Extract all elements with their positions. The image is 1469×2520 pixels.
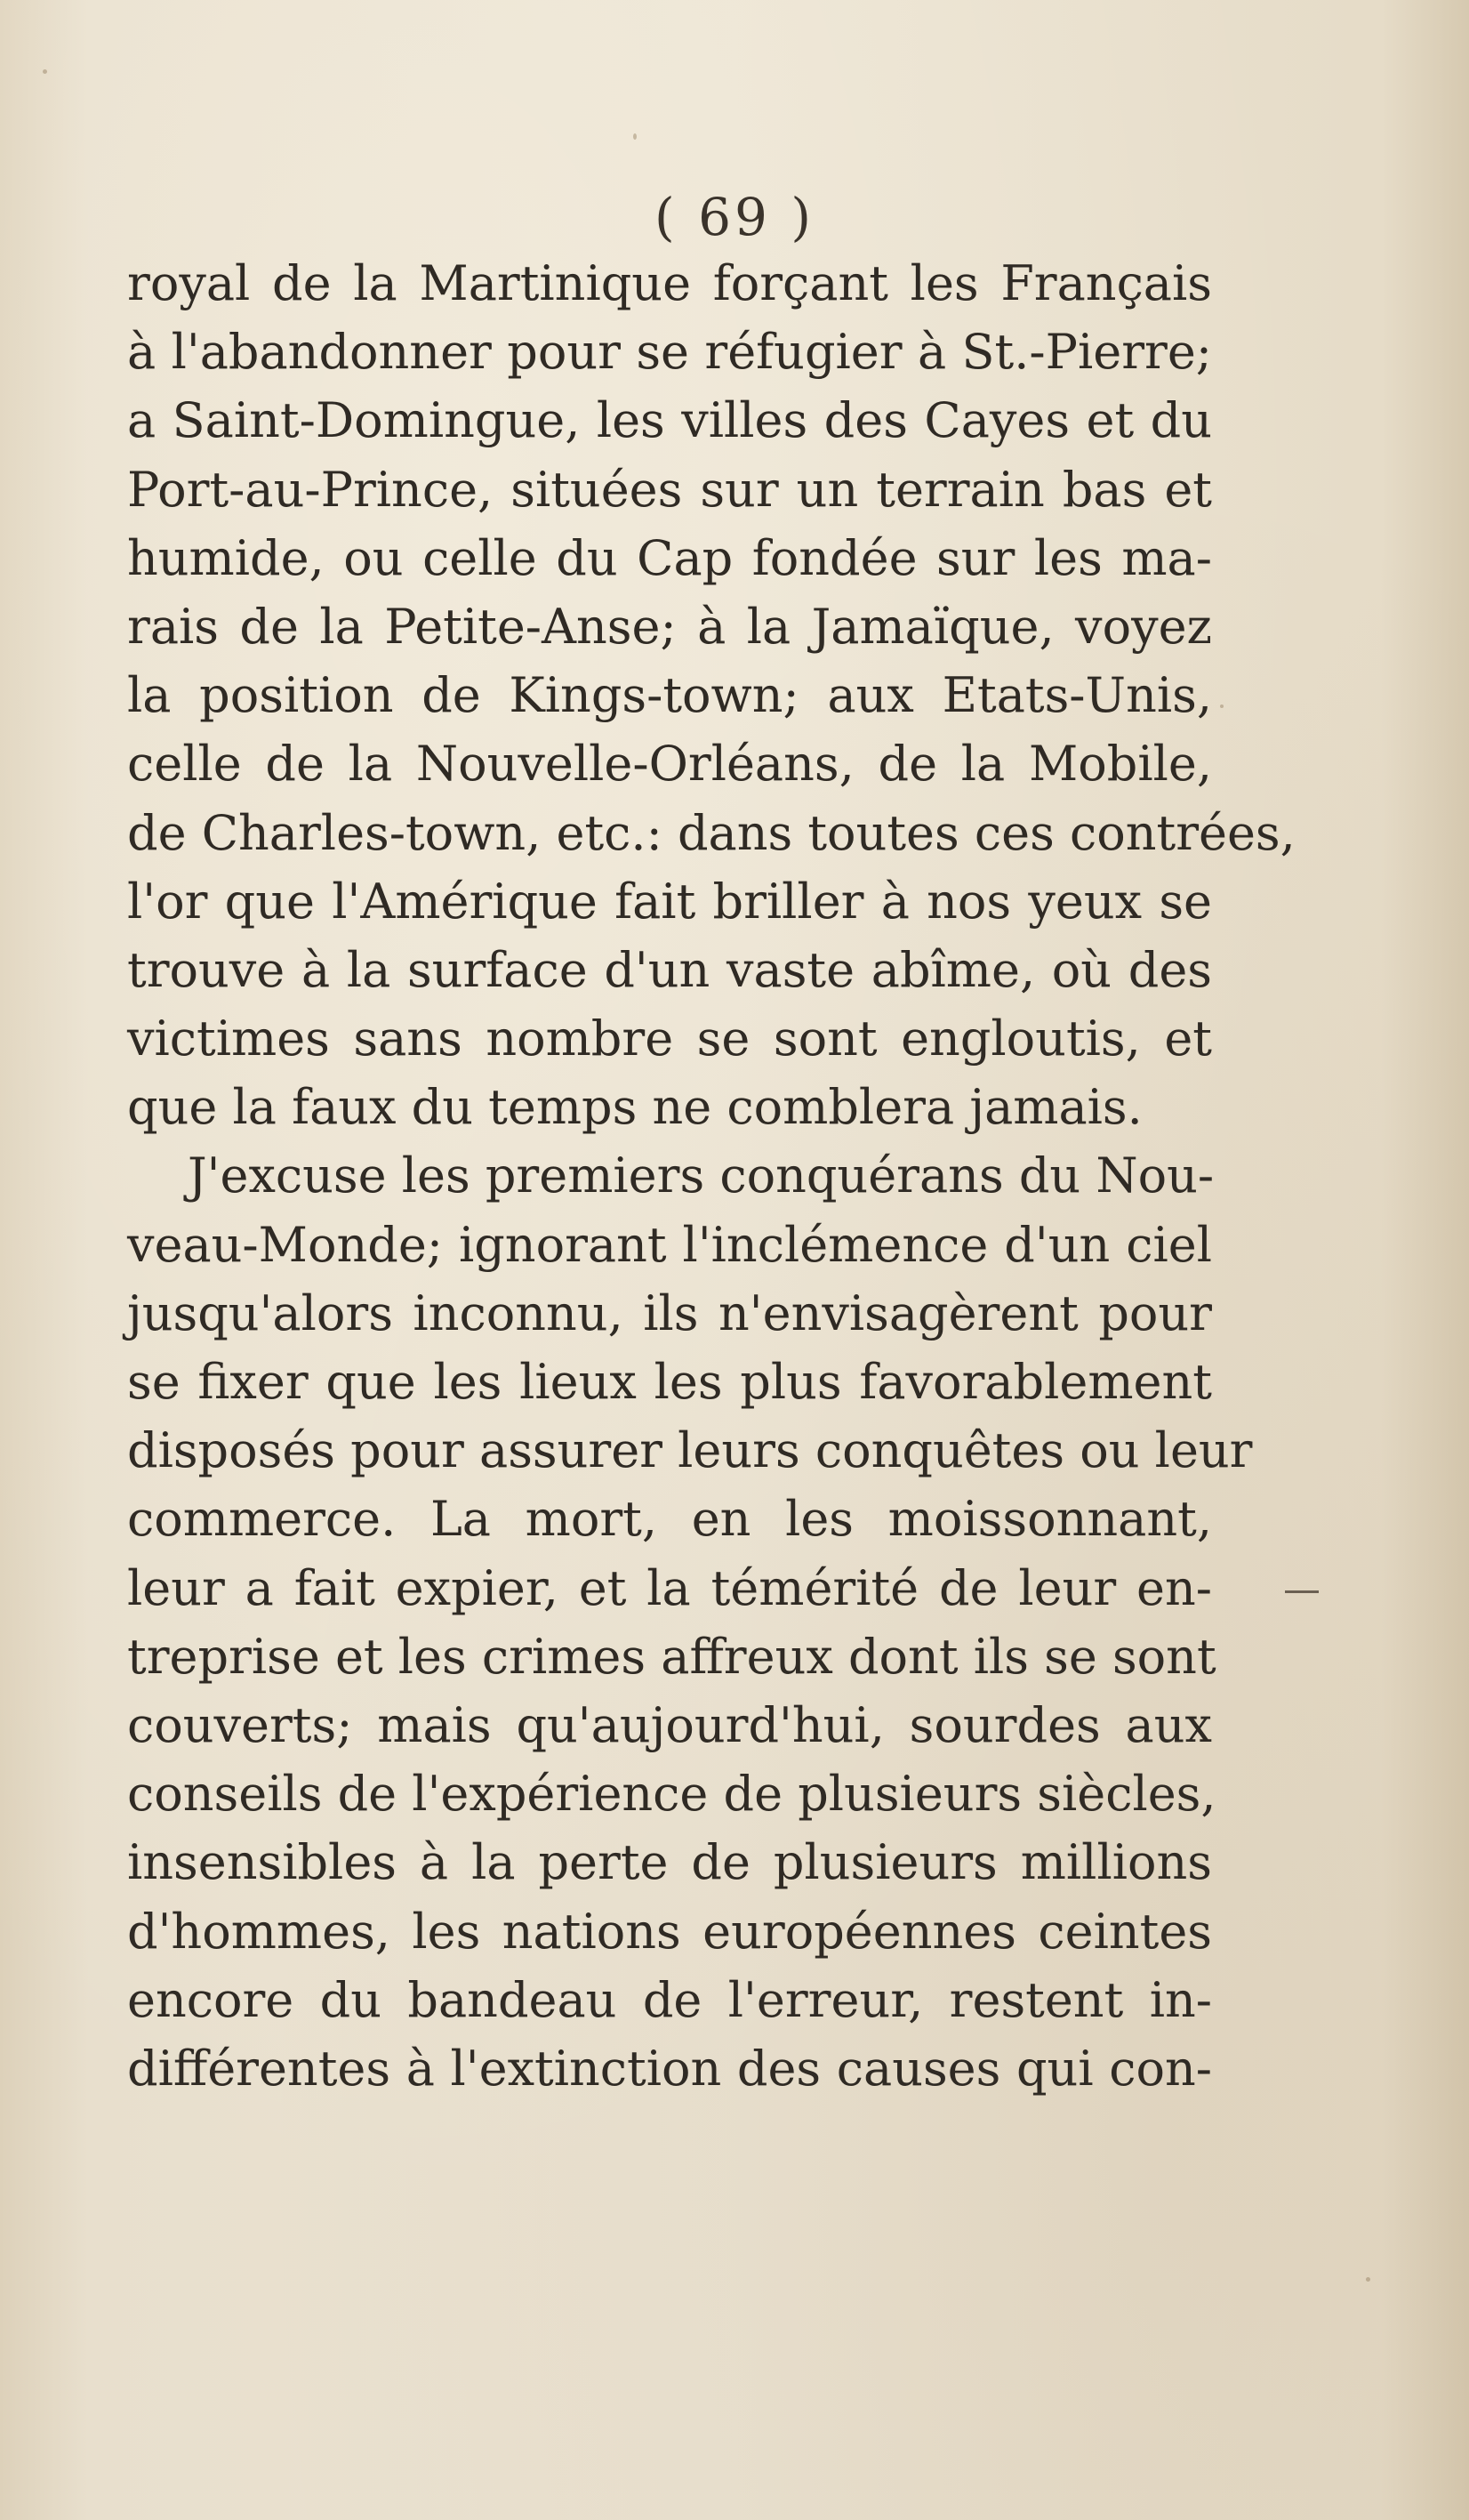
text-line: jusqu'alors inconnu, ils n'envisagèrent pour [127,1284,1212,1341]
text-line: victimes sans nombre se sont engloutis, et [127,1010,1212,1067]
margin-mark [1285,1590,1319,1593]
body-text [127,249,1296,2103]
paragraph-start-line: J'excuse les premiers conquérans du Nou- [188,1147,1215,1204]
text-line: disposés pour assurer leurs conquêtes ou leur [127,1422,1253,1479]
text-line: a Saint-Domingue, les villes des Cayes et du [127,392,1212,449]
paper-speck [633,133,637,140]
text-line: la position de Kings-town; aux Etats-Unis, [127,667,1212,724]
text-line: de Charles-town, etc.: dans toutes ces contrées, [127,804,1296,861]
text-line: conseils de l'expérience de plusieurs siècles, [127,1766,1216,1823]
text-line: treprise et les crimes affreux dont ils se sont [127,1628,1216,1685]
text-line: encore du bandeau de l'erreur, restent in- [127,1971,1212,2028]
paper-speck [1220,704,1224,708]
paper-speck [1366,2277,1370,2282]
text-line: royal de la Martinique forçant les Français [127,255,1212,311]
text-line: veau-Monde; ignorant l'inclémence d'un ciel [127,1216,1212,1273]
text-line: celle de la Nouvelle-Orléans, de la Mobile, [127,736,1212,793]
page-number: ( 69 ) [654,187,815,247]
text-line: rais de la Petite-Anse; à la Jamaïque, voyez [127,598,1212,655]
text-line: trouve à la surface d'un vaste abîme, où des [127,941,1212,998]
text-line: Port-au-Prince, situées sur un terrain bas et [127,461,1212,518]
paper-speck [43,69,47,74]
text-line: se fixer que les lieux les plus favorablement [127,1354,1212,1410]
text-line: différentes à l'extinction des causes qui con- [127,2040,1212,2097]
text-line: l'or que l'Amérique fait briller à nos yeux se [127,873,1212,930]
paragraph-end-line: que la faux du temps ne comblera jamais. [127,1079,1143,1136]
text-line: humide, ou celle du Cap fondée sur les ma- [127,529,1212,586]
text-line: insensibles à la perte de plusieurs millions [127,1834,1212,1891]
text-line: à l'abandonner pour se réfugier à St.-Pierre; [127,324,1212,381]
text-line: leur a fait expier, et la témérité de leur en- [127,1559,1212,1616]
text-line: commerce. La mort, en les moissonnant, [127,1491,1212,1548]
text-line: couverts; mais qu'aujourd'hui, sourdes aux [127,1696,1212,1753]
text-line: d'hommes, les nations européennes ceintes [127,1903,1212,1960]
